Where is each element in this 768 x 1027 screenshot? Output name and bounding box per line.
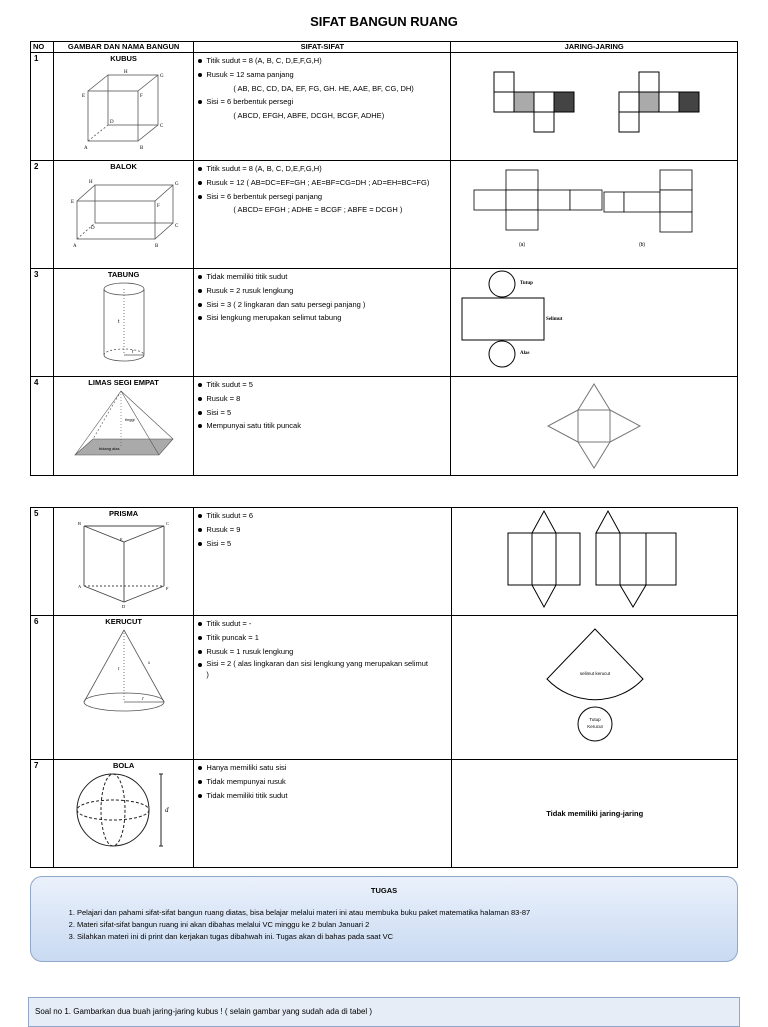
cube-figure bbox=[74, 63, 174, 151]
tugas-item: 1. Pelajari dan pahami sifat-sifat bangun ruang diatas, bisa belajar melalui materi ini atau membuka buku paket matematika halaman 83-87 bbox=[77, 907, 737, 919]
pyramid-figure bbox=[69, 387, 179, 467]
prism-nets-figure bbox=[500, 509, 690, 609]
cylinder-net-figure bbox=[458, 270, 578, 375]
properties-cell-kubus bbox=[194, 53, 451, 161]
vertex-label: C bbox=[159, 124, 163, 129]
vertex-label: B bbox=[139, 146, 143, 151]
vertex-label: G bbox=[159, 74, 164, 79]
no-net-text: Tidak memiliki jaring-jaring bbox=[546, 809, 644, 818]
net-cell-kerucut bbox=[452, 616, 738, 760]
row-no: 7 bbox=[31, 760, 54, 868]
vertex-label: E bbox=[119, 537, 123, 542]
net-cell-limas bbox=[451, 377, 738, 476]
shape-name: KERUCUT bbox=[105, 617, 142, 626]
properties-cell-kerucut bbox=[194, 616, 452, 760]
vertex-label: B bbox=[77, 521, 81, 526]
cone-figure bbox=[74, 626, 174, 726]
soal-box: Soal no 1. Gambarkan dua buah jaring-jaring kubus ! ( selain gambar yang sudah ada di tabel ) bbox=[28, 997, 740, 1027]
net-cell-tabung bbox=[451, 269, 738, 377]
table-row-limas bbox=[31, 377, 738, 476]
property-item: Titik sudut = 8 (A, B, C, D,E,F,G,H) bbox=[197, 162, 447, 176]
table-row-tabung bbox=[31, 269, 738, 377]
net-cell-prisma bbox=[452, 508, 738, 616]
property-item: Titik sudut = 8 (A, B, C, D,E,F,G,H) bbox=[197, 54, 447, 68]
vertex-label: D bbox=[109, 120, 114, 125]
property-item: Tidak memiliki titik sudut bbox=[197, 789, 448, 803]
table-row-prisma bbox=[31, 508, 738, 616]
vertex-label: A bbox=[77, 584, 81, 589]
vertex-label: H bbox=[123, 70, 128, 75]
property-item: Sisi = 6 berbentuk persegi panjang bbox=[197, 190, 447, 204]
shape-cell-kerucut bbox=[53, 616, 194, 760]
property-item: Titik puncak = 1 bbox=[197, 631, 448, 645]
properties-cell-balok bbox=[194, 161, 451, 269]
property-item: Sisi = 5 bbox=[197, 406, 447, 420]
table-row-kubus bbox=[31, 53, 738, 161]
shape-name: TABUNG bbox=[107, 270, 140, 279]
tugas-item: 2. Materi sifat-sifat bangun ruang ini akan dibahas melalui VC minggu ke 2 bulan Januari 2 bbox=[77, 919, 737, 931]
dimension-label: t bbox=[117, 667, 119, 672]
property-item: Sisi = 6 berbentuk persegi bbox=[197, 95, 447, 109]
property-item: Tidak memiliki titik sudut bbox=[197, 270, 447, 284]
vertex-label: A bbox=[83, 146, 88, 151]
net-label: Kerucut bbox=[586, 724, 603, 729]
vertex-label: F bbox=[156, 204, 160, 209]
property-item: Sisi = 2 ( alas lingkaran dan sisi lengkung yang merupakan selimut ) bbox=[197, 658, 448, 680]
shape-name: LIMAS SEGI EMPAT bbox=[88, 378, 159, 387]
shape-cell-prisma bbox=[53, 508, 194, 616]
property-item: Rusuk = 8 bbox=[197, 392, 447, 406]
net-label: Alas bbox=[520, 351, 530, 356]
dimension-label: r bbox=[131, 349, 134, 355]
row-no: 5 bbox=[31, 508, 54, 616]
table-row-balok bbox=[31, 161, 738, 269]
net-label: Selimut bbox=[546, 317, 563, 322]
vertex-label: E bbox=[81, 94, 85, 99]
property-item: Sisi = 5 bbox=[197, 537, 448, 551]
property-item: Tidak mempunyai rusuk bbox=[197, 775, 448, 789]
properties-cell-prisma bbox=[194, 508, 452, 616]
property-item: Rusuk = 2 rusuk lengkung bbox=[197, 284, 447, 298]
dimension-label: bidang alas bbox=[98, 446, 120, 451]
tugas-item: 3. Silahkan materi ini di print dan kerjakan tugas dibahwah ini. Tugas akan di bahas pada saat VC bbox=[77, 931, 737, 943]
cuboid-figure bbox=[69, 171, 179, 251]
property-item: Rusuk = 12 ( AB=DC=EF=GH ; AE=BF=CG=DH ; AD=EH=BC=FG) bbox=[197, 176, 447, 190]
properties-cell-tabung bbox=[194, 269, 451, 377]
dimension-label: d bbox=[164, 806, 169, 814]
shape-cell-tabung bbox=[53, 269, 193, 377]
vertex-label: D bbox=[121, 604, 125, 608]
cuboid-nets-figure bbox=[464, 162, 724, 257]
property-item: Titik sudut = - bbox=[197, 617, 448, 631]
header-jaring: JARING-JARING bbox=[451, 42, 738, 53]
vertex-label: C bbox=[165, 521, 169, 526]
pyramid-net-figure bbox=[534, 378, 654, 470]
cylinder-figure bbox=[94, 279, 154, 367]
cube-nets-figure bbox=[469, 54, 719, 149]
vertex-label: G bbox=[174, 182, 179, 187]
net-label: (b) bbox=[639, 242, 646, 248]
row-no: 6 bbox=[31, 616, 54, 760]
property-item: Titik sudut = 6 bbox=[197, 509, 448, 523]
table-row-bola bbox=[31, 760, 738, 868]
table-header-row bbox=[31, 42, 738, 53]
row-no: 2 bbox=[31, 161, 54, 269]
row-no: 4 bbox=[31, 377, 54, 476]
property-item: Mempunyai satu titik puncak bbox=[197, 419, 447, 433]
property-item: Sisi lengkung merupakan selimut tabung bbox=[197, 311, 447, 325]
properties-table-1 bbox=[30, 41, 738, 476]
shape-cell-kubus bbox=[53, 53, 193, 161]
property-item: Rusuk = 9 bbox=[197, 523, 448, 537]
prism-figure bbox=[74, 518, 174, 608]
properties-table-2 bbox=[30, 507, 738, 868]
header-gambar: GAMBAR DAN NAMA BANGUN bbox=[53, 42, 193, 53]
dimension-label: t bbox=[117, 319, 119, 325]
shape-name: BOLA bbox=[112, 761, 135, 770]
cone-net-figure bbox=[535, 617, 655, 752]
net-label: Tutup bbox=[589, 717, 601, 722]
tugas-box bbox=[30, 876, 738, 962]
header-sifat: SIFAT-SIFAT bbox=[194, 42, 451, 53]
vertex-label: C bbox=[174, 224, 178, 229]
shape-cell-limas bbox=[53, 377, 193, 476]
table-row-kerucut bbox=[31, 616, 738, 760]
net-label: (a) bbox=[519, 242, 526, 248]
dimension-label: tinggi bbox=[124, 417, 135, 422]
net-cell-bola bbox=[452, 760, 738, 868]
property-detail: ( ABCD= EFGH ; ADHE = BCGF ; ABFE = DCGH ) bbox=[233, 205, 403, 215]
property-item: Rusuk = 12 sama panjang bbox=[197, 68, 447, 82]
vertex-label: H bbox=[88, 180, 93, 185]
row-no: 1 bbox=[31, 53, 54, 161]
vertex-label: F bbox=[139, 94, 143, 99]
property-detail: ( ABCD, EFGH, ABFE, DCGH, BCGF, ADHE) bbox=[233, 111, 385, 121]
vertex-label: D bbox=[90, 226, 95, 231]
vertex-label: E bbox=[70, 200, 74, 205]
shape-name: BALOK bbox=[110, 162, 137, 171]
property-item: Titik sudut = 5 bbox=[197, 378, 447, 392]
header-no: NO bbox=[31, 42, 54, 53]
shape-cell-bola bbox=[53, 760, 194, 868]
properties-cell-bola bbox=[194, 760, 452, 868]
sphere-figure bbox=[69, 770, 179, 850]
tugas-list bbox=[67, 907, 737, 943]
shape-name: PRISMA bbox=[109, 509, 139, 518]
properties-cell-limas bbox=[194, 377, 451, 476]
net-label: selimut kerucut bbox=[579, 671, 610, 676]
property-item: Rusuk = 1 rusuk lengkung bbox=[197, 645, 448, 659]
net-cell-kubus bbox=[451, 53, 738, 161]
property-detail: ( AB, BC, CD, DA, EF, FG, GH. HE, AAE, BF, CG, DH) bbox=[233, 83, 414, 93]
row-no: 3 bbox=[31, 269, 54, 377]
vertex-label: F bbox=[165, 586, 169, 591]
vertex-label: B bbox=[154, 244, 158, 249]
shape-name: KUBUS bbox=[110, 54, 137, 63]
property-item: Hanya memiliki satu sisi bbox=[197, 761, 448, 775]
shape-cell-balok bbox=[53, 161, 193, 269]
vertex-label: A bbox=[72, 244, 77, 249]
dimension-label: r bbox=[141, 697, 144, 702]
net-cell-balok bbox=[451, 161, 738, 269]
property-item: Sisi = 3 ( 2 lingkaran dan satu persegi panjang ) bbox=[197, 298, 447, 312]
page-title: SIFAT BANGUN RUANG bbox=[310, 14, 458, 29]
net-label: Tutup bbox=[520, 281, 534, 286]
dimension-label: s bbox=[147, 661, 150, 666]
tugas-title: TUGAS bbox=[370, 886, 398, 895]
